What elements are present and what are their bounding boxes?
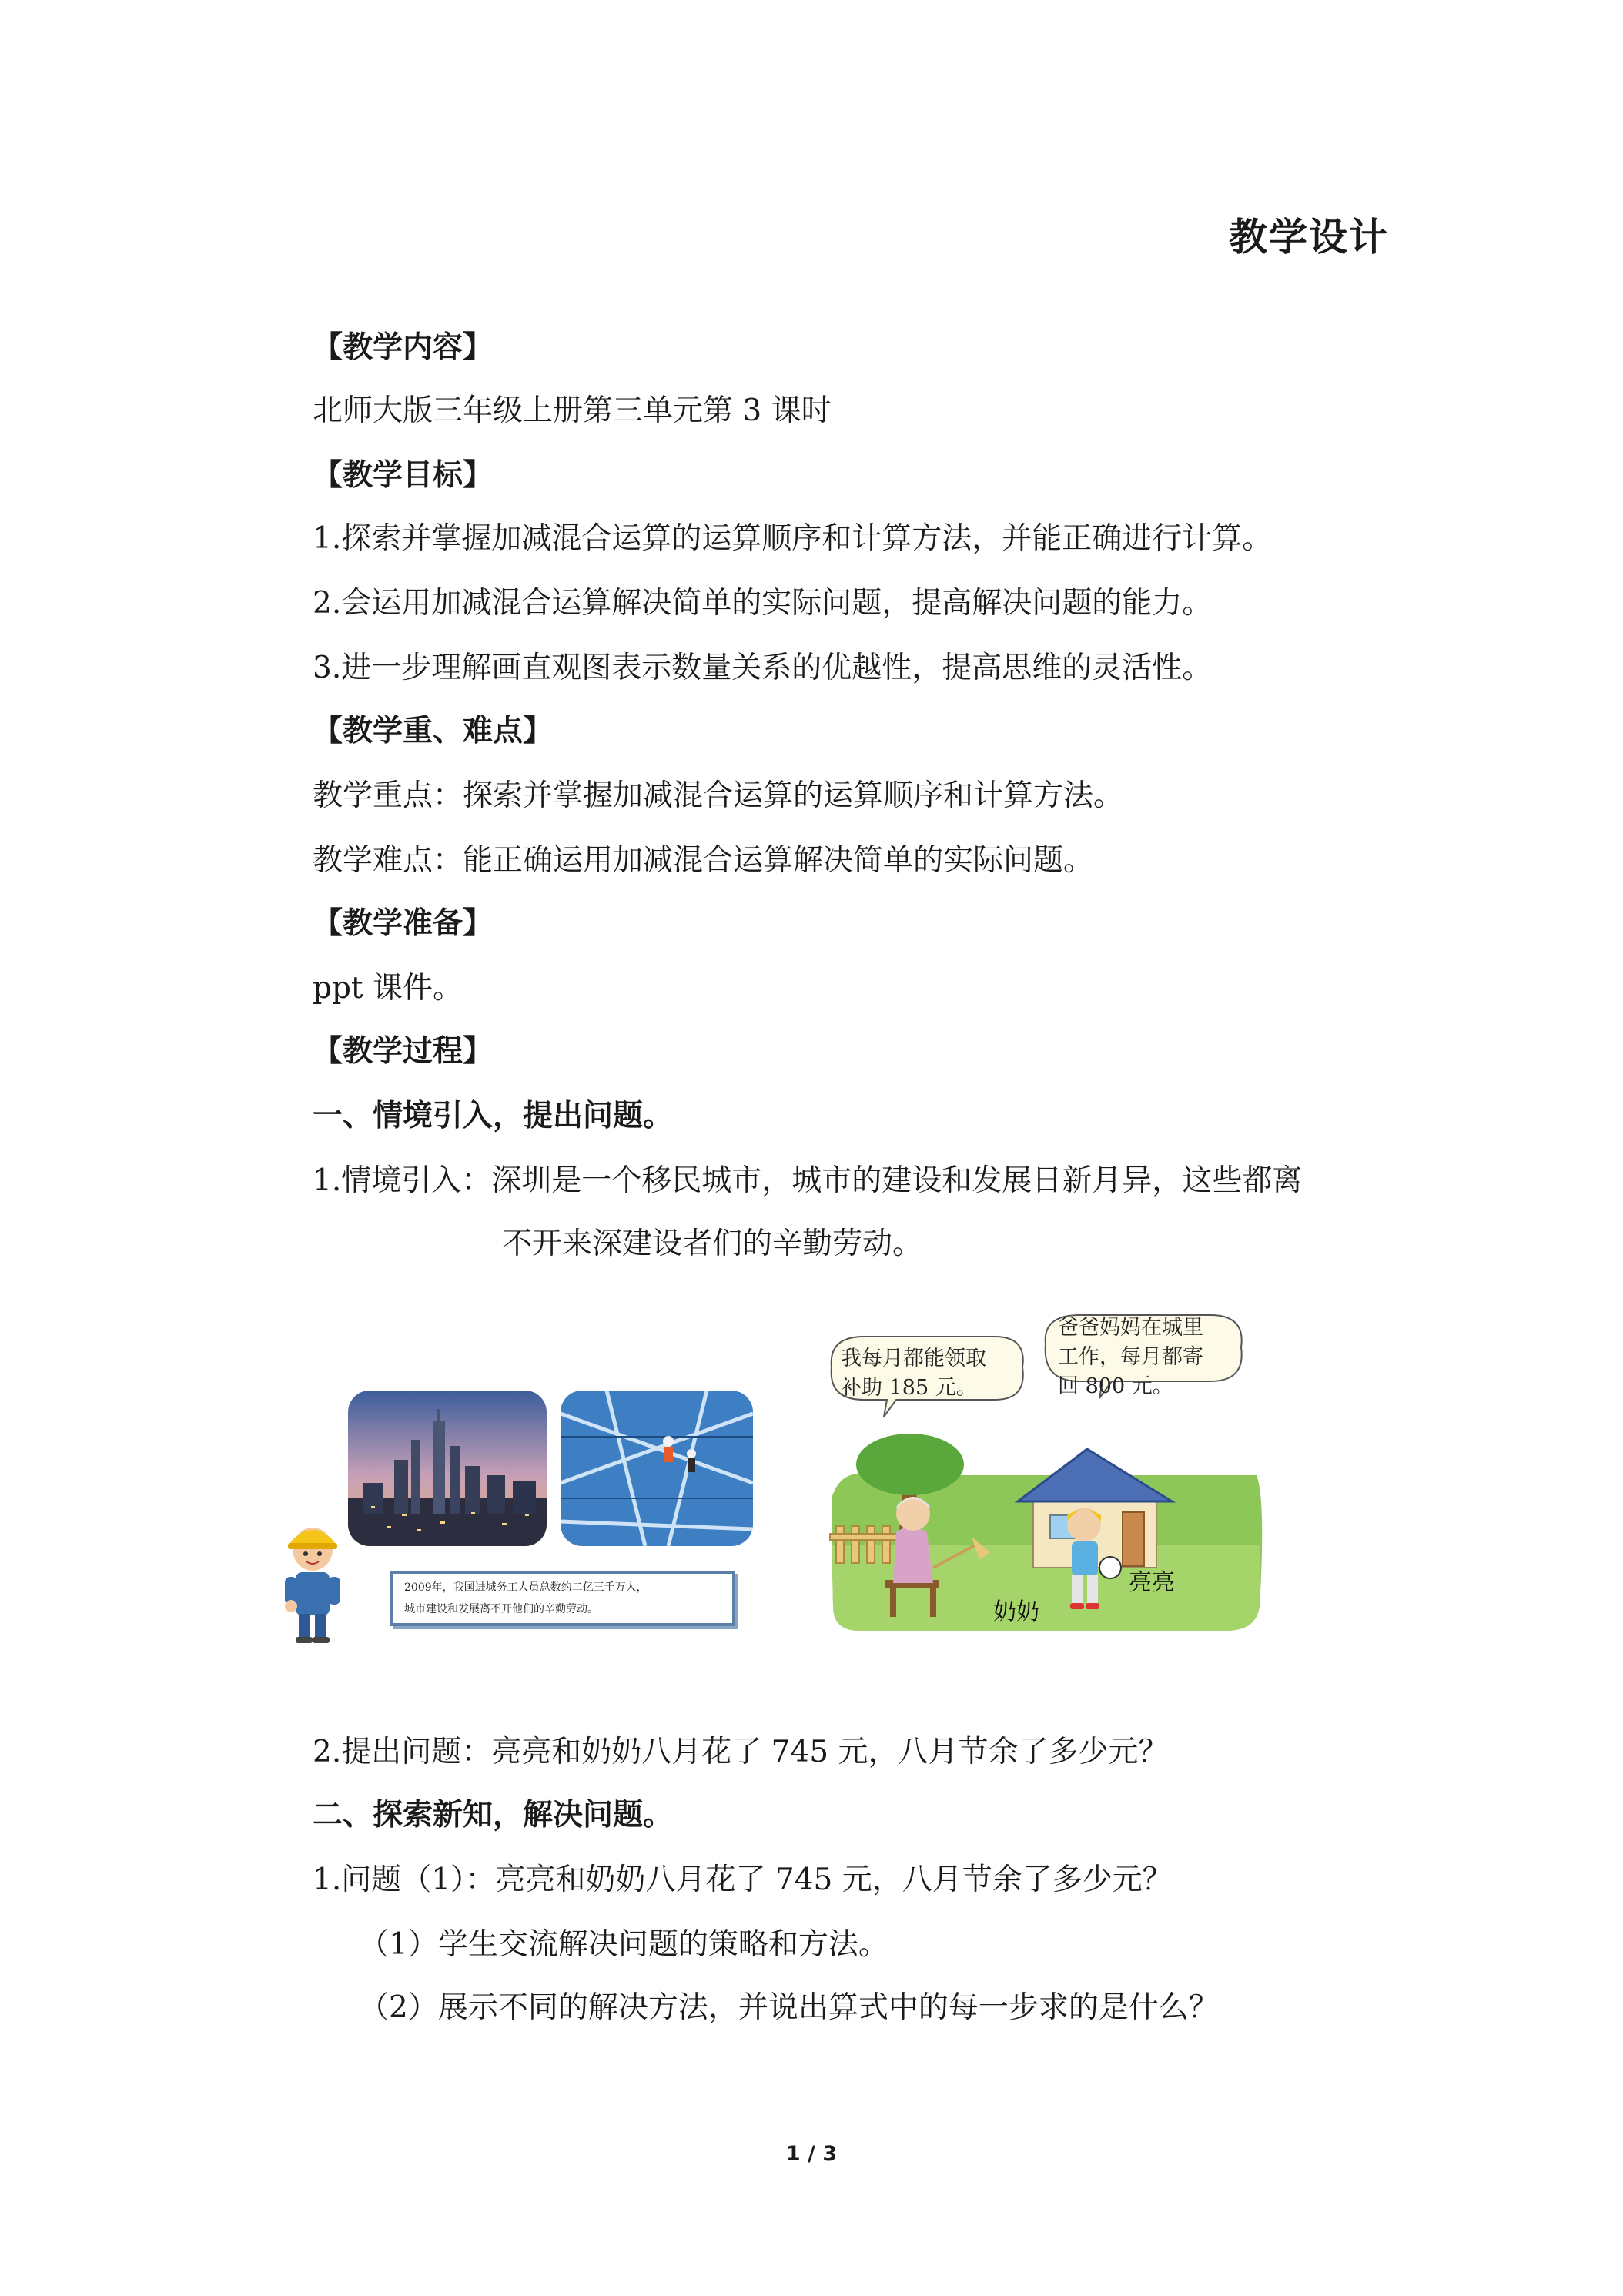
heading-preparation: 【教学准备】 <box>313 906 494 941</box>
caption-box <box>390 1571 735 1626</box>
step2-sub2: （2）展示不同的解决方法，并说出算式中的每一步求的是什么？ <box>359 1990 1219 2025</box>
step1-item1-line1: 1.情境引入：深圳是一个移民城市，城市的建设和发展日新月异，这些都离 <box>313 1163 1303 1198</box>
preparation-text: ppt 课件。 <box>313 971 463 1006</box>
bubble-grandma <box>841 1344 986 1403</box>
page-number: 1 / 3 <box>785 2142 838 2166</box>
step1-item1-line2: 不开来深建设者们的辛勤劳动。 <box>502 1227 923 1261</box>
heading-teaching-process: 【教学过程】 <box>313 1034 494 1069</box>
step2-heading: 二、探索新知，解决问题。 <box>313 1798 674 1832</box>
teaching-content-text: 北师大版三年级上册第三单元第 3 课时 <box>313 393 832 428</box>
city-skyline-photo <box>348 1391 547 1546</box>
glass-construction-photo <box>561 1391 753 1546</box>
caption-line-2: 城市建设和发展离不开他们的辛勤劳动。 <box>404 1603 598 1615</box>
bubble-boy-line-3: 回 800 元。 <box>1058 1374 1173 1398</box>
goal-2: 2.会运用加减混合运算解决简单的实际问题，提高解决问题的能力。 <box>313 586 1213 621</box>
step2-item1: 1.问题（1）：亮亮和奶奶八月花了 745 元，八月节余了多少元？ <box>313 1863 1173 1897</box>
heading-teaching-content: 【教学内容】 <box>313 330 494 365</box>
page-title: 教学设计 <box>1229 215 1389 259</box>
bubble-boy-line-1: 爸爸妈妈在城里 <box>1058 1316 1203 1340</box>
difficult-point: 教学难点：能正确运用加减混合运算解决简单的实际问题。 <box>313 843 1094 878</box>
label-boy: 亮亮 <box>1129 1569 1175 1596</box>
label-grandma: 奶奶 <box>993 1598 1039 1625</box>
step2-sub1: （1）学生交流解决问题的策略和方法。 <box>359 1927 888 1962</box>
bubble-boy <box>1058 1314 1203 1401</box>
caption-line-1: 2009年，我国进城务工人员总数约二亿三千万人， <box>404 1581 648 1594</box>
bubble-boy-line-2: 工作，每月都寄 <box>1058 1345 1203 1369</box>
grandma-boy-scene <box>825 1314 1270 1637</box>
step1-item2: 2.提出问题：亮亮和奶奶八月花了 745 元，八月节余了多少元？ <box>313 1735 1169 1769</box>
goal-3: 3.进一步理解画直观图表示数量关系的优越性，提高思维的灵活性。 <box>313 651 1213 685</box>
bubble-grandma-line-2: 补助 185 元。 <box>841 1376 977 1400</box>
key-point: 教学重点：探索并掌握加减混合运算的运算顺序和计算方法。 <box>313 778 1124 813</box>
heading-teaching-goals: 【教学目标】 <box>313 458 494 493</box>
goal-1: 1.探索并掌握加减混合运算的运算顺序和计算方法，并能正确进行计算。 <box>313 521 1273 556</box>
worker-illustration <box>274 1515 351 1645</box>
bubble-grandma-line-1: 我每月都能领取 <box>841 1347 986 1371</box>
step1-heading: 一、情境引入，提出问题。 <box>313 1099 674 1133</box>
heading-key-points: 【教学重、难点】 <box>313 714 554 748</box>
